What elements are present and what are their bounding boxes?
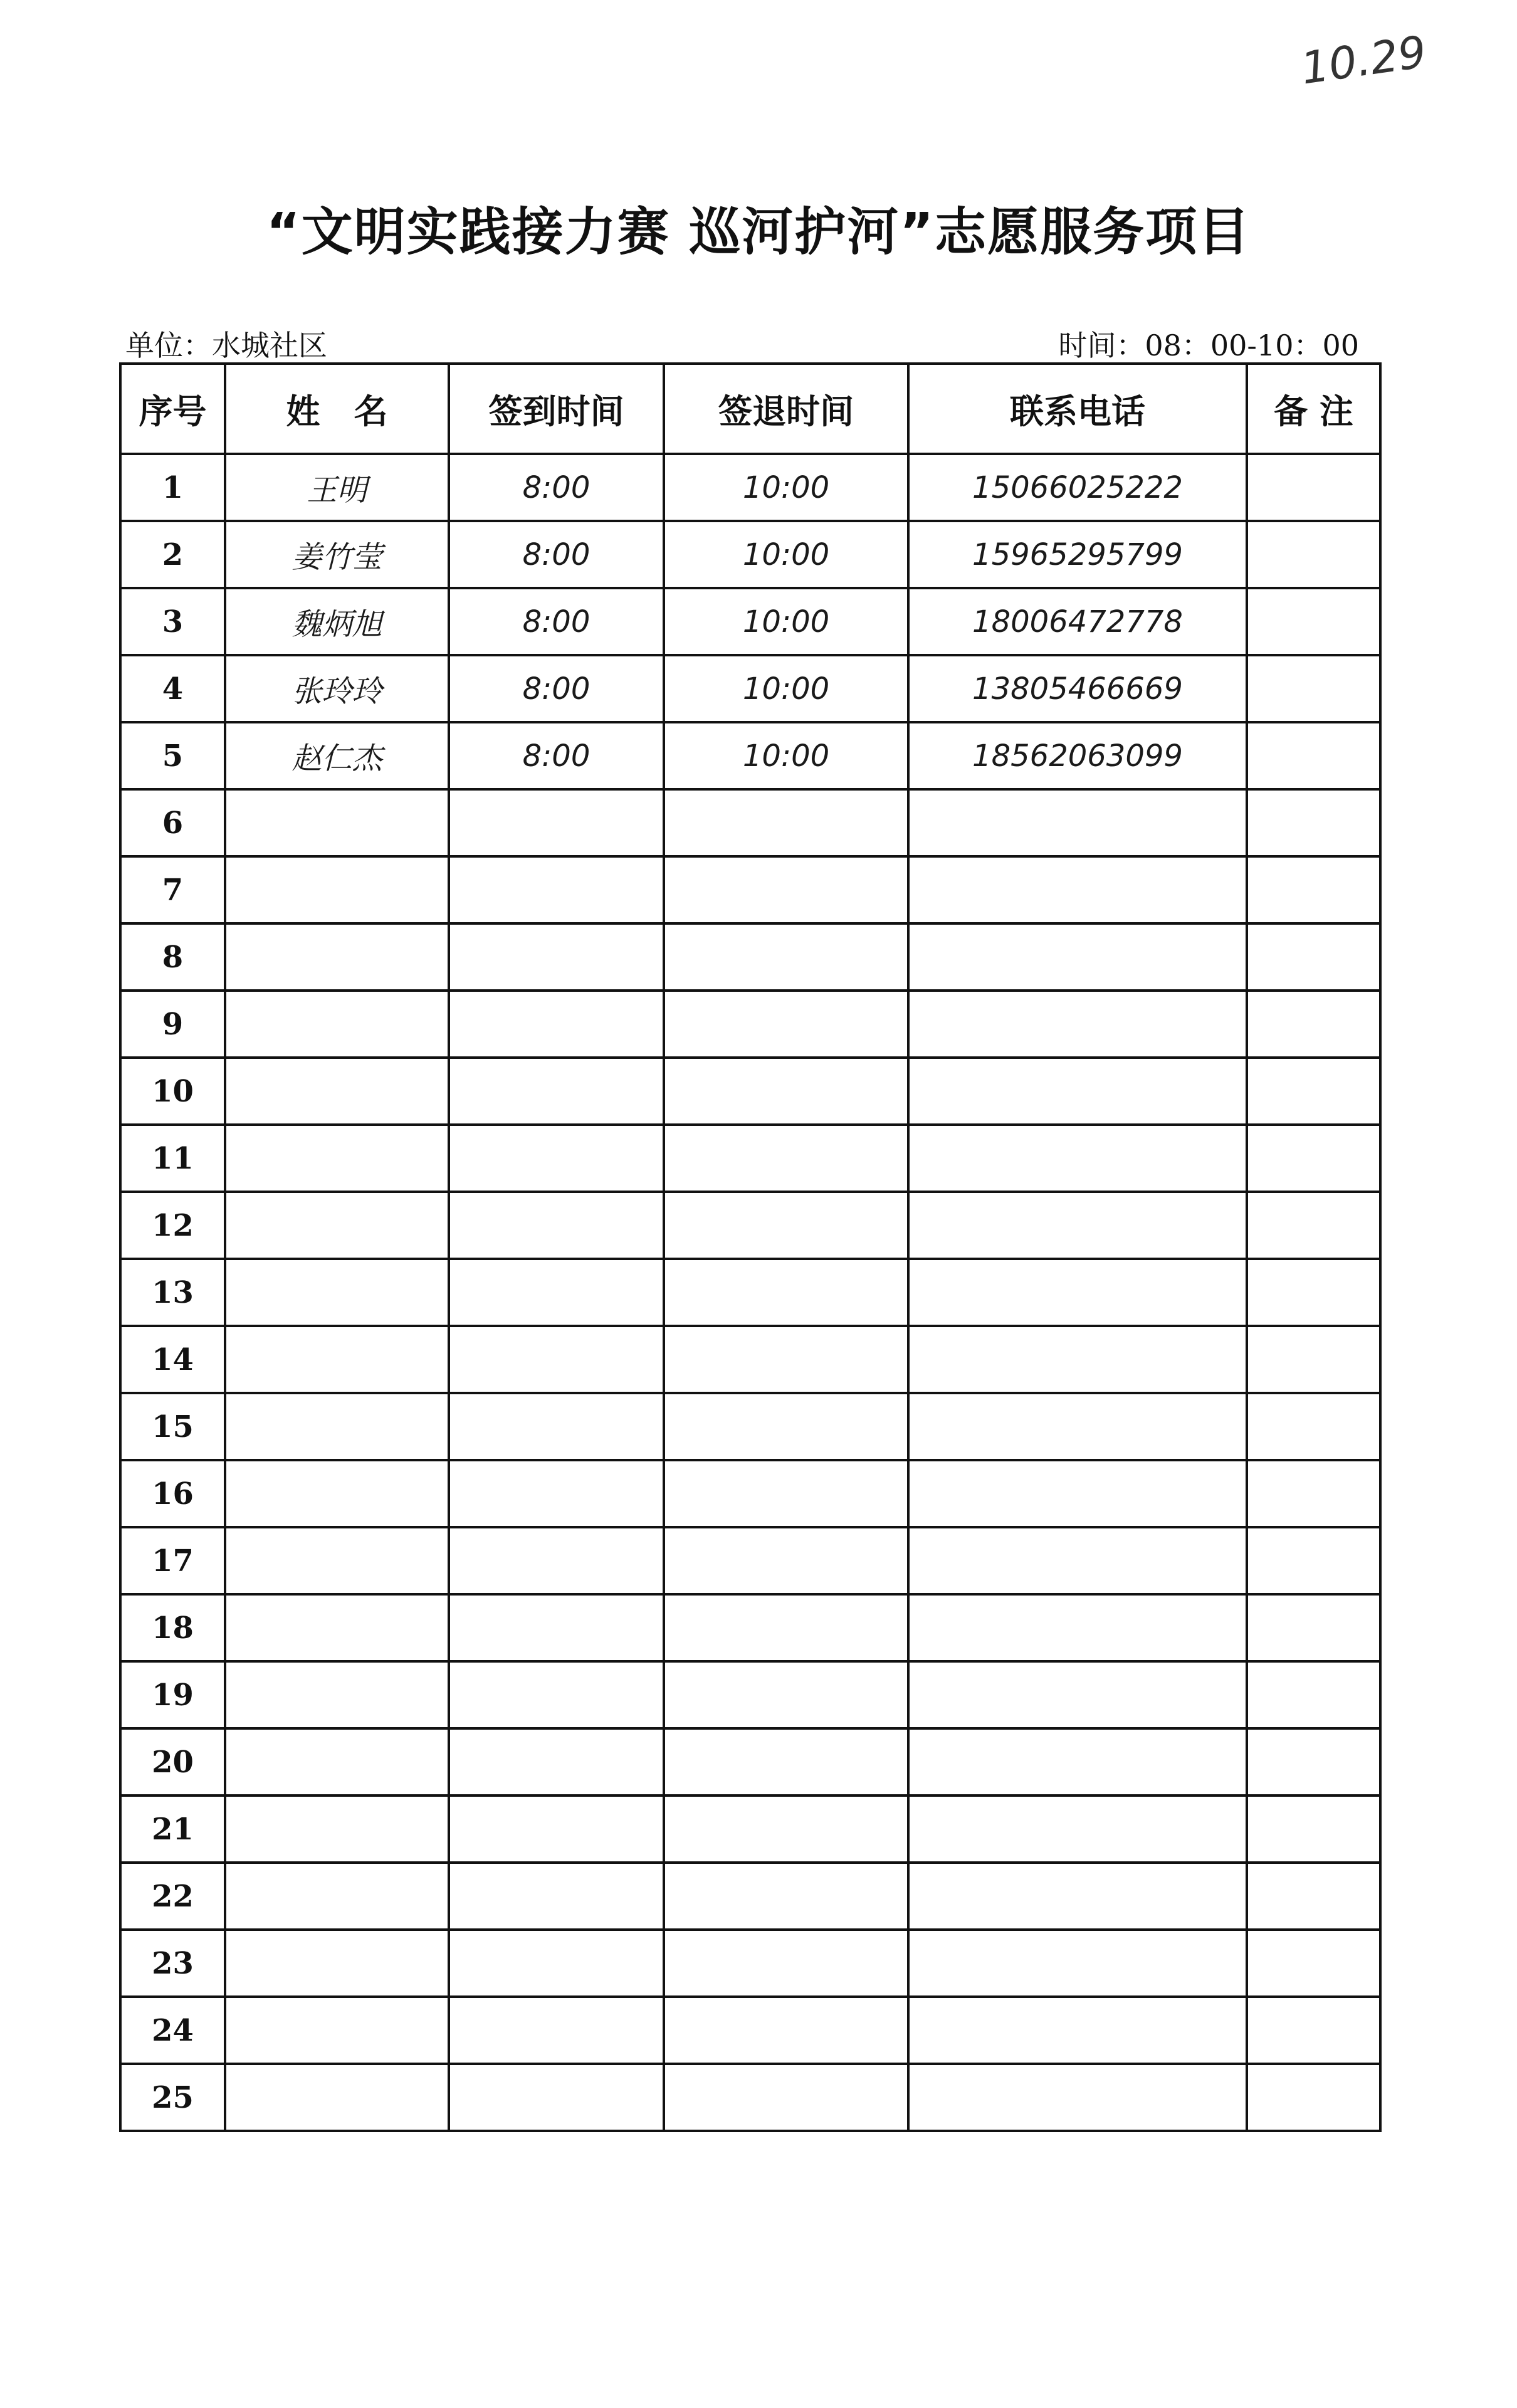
header-name: 姓 名 xyxy=(225,364,449,454)
seq-cell: 11 xyxy=(120,1125,225,1192)
table-row xyxy=(120,2064,1380,2131)
table-row xyxy=(120,588,1380,655)
note-cell xyxy=(1247,2064,1380,2131)
name-cell xyxy=(225,991,449,1058)
name-cell xyxy=(225,2064,449,2131)
name-cell xyxy=(225,789,449,856)
unit-label: 单位：水城社区 xyxy=(125,329,327,362)
phone-cell xyxy=(908,1594,1247,1661)
sign-in-cell xyxy=(449,1326,664,1393)
phone-cell xyxy=(908,1795,1247,1863)
sign-in-cell xyxy=(449,923,664,991)
note-cell xyxy=(1247,1661,1380,1728)
name-cell xyxy=(225,1460,449,1527)
seq-cell: 25 xyxy=(120,2064,225,2131)
handwritten-date-note: 10.29 xyxy=(1298,26,1430,95)
phone-cell xyxy=(908,789,1247,856)
note-cell xyxy=(1247,1930,1380,1997)
phone-cell: 15965295799 xyxy=(908,521,1247,588)
sign-in-cell: 8:00 xyxy=(449,722,664,789)
sign-out-cell xyxy=(664,1661,908,1728)
sign-in-cell xyxy=(449,1594,664,1661)
sign-out-cell xyxy=(664,1930,908,1997)
volunteer-signin-table xyxy=(119,362,1382,2132)
sign-in-cell: 8:00 xyxy=(449,521,664,588)
seq-cell: 17 xyxy=(120,1527,225,1594)
seq-cell: 19 xyxy=(120,1661,225,1728)
sign-in-cell xyxy=(449,1863,664,1930)
name-cell: 王明 xyxy=(225,454,449,521)
sign-in-cell xyxy=(449,789,664,856)
table-row xyxy=(120,521,1380,588)
seq-cell: 9 xyxy=(120,991,225,1058)
table-row xyxy=(120,1728,1380,1795)
name-cell xyxy=(225,1594,449,1661)
sign-out-cell xyxy=(664,1460,908,1527)
table-row xyxy=(120,789,1380,856)
name-cell: 魏炳旭 xyxy=(225,588,449,655)
seq-cell: 22 xyxy=(120,1863,225,1930)
phone-cell xyxy=(908,1997,1247,2064)
sign-in-cell: 8:00 xyxy=(449,454,664,521)
sign-out-cell xyxy=(664,1125,908,1192)
note-cell xyxy=(1247,655,1380,722)
sign-in-cell xyxy=(449,1527,664,1594)
sign-in-cell xyxy=(449,856,664,923)
table-row xyxy=(120,1527,1380,1594)
table-row xyxy=(120,1192,1380,1259)
sign-in-cell xyxy=(449,1661,664,1728)
phone-cell xyxy=(908,1863,1247,1930)
sign-out-cell: 10:00 xyxy=(664,722,908,789)
sign-in-cell xyxy=(449,991,664,1058)
name-cell xyxy=(225,1125,449,1192)
phone-cell xyxy=(908,1527,1247,1594)
phone-cell xyxy=(908,1259,1247,1326)
name-cell: 张玲玲 xyxy=(225,655,449,722)
sign-out-cell xyxy=(664,991,908,1058)
sign-in-cell xyxy=(449,1125,664,1192)
seq-cell: 7 xyxy=(120,856,225,923)
seq-cell: 23 xyxy=(120,1930,225,1997)
seq-cell: 10 xyxy=(120,1058,225,1125)
phone-cell xyxy=(908,1728,1247,1795)
sign-out-cell xyxy=(664,1728,908,1795)
note-cell xyxy=(1247,1393,1380,1460)
sign-out-cell xyxy=(664,1795,908,1863)
sign-in-cell xyxy=(449,1795,664,1863)
sign-out-cell xyxy=(664,1594,908,1661)
table-row xyxy=(120,1661,1380,1728)
note-cell xyxy=(1247,789,1380,856)
sign-out-cell xyxy=(664,1259,908,1326)
seq-cell: 20 xyxy=(120,1728,225,1795)
sign-in-cell xyxy=(449,1393,664,1460)
table-body xyxy=(120,454,1380,2131)
note-cell xyxy=(1247,1058,1380,1125)
table-row xyxy=(120,1930,1380,1997)
sign-out-cell xyxy=(664,1326,908,1393)
seq-cell: 8 xyxy=(120,923,225,991)
header-sign-out-time: 签退时间 xyxy=(664,364,908,454)
sign-out-cell xyxy=(664,1527,908,1594)
note-cell xyxy=(1247,1259,1380,1326)
sign-in-cell xyxy=(449,1192,664,1259)
table-row xyxy=(120,1326,1380,1393)
header-sign-in-time: 签到时间 xyxy=(449,364,664,454)
seq-cell: 2 xyxy=(120,521,225,588)
note-cell xyxy=(1247,722,1380,789)
name-cell xyxy=(225,1997,449,2064)
phone-cell xyxy=(908,1460,1247,1527)
sign-out-cell xyxy=(664,1058,908,1125)
document-title: “文明实践接力赛 巡河护河”志愿服务项目 xyxy=(266,202,1251,262)
note-cell xyxy=(1247,1795,1380,1863)
sign-in-cell xyxy=(449,1259,664,1326)
table-row xyxy=(120,1259,1380,1326)
phone-cell: 15066025222 xyxy=(908,454,1247,521)
table-row xyxy=(120,454,1380,521)
seq-cell: 15 xyxy=(120,1393,225,1460)
sign-in-cell: 8:00 xyxy=(449,588,664,655)
phone-cell: 18006472778 xyxy=(908,588,1247,655)
phone-cell xyxy=(908,1930,1247,1997)
table-header-row xyxy=(120,364,1380,454)
name-cell xyxy=(225,1326,449,1393)
phone-cell: 18562063099 xyxy=(908,722,1247,789)
note-cell xyxy=(1247,1863,1380,1930)
sign-out-cell xyxy=(664,1997,908,2064)
table-row xyxy=(120,1058,1380,1125)
phone-cell xyxy=(908,1125,1247,1192)
note-cell xyxy=(1247,1326,1380,1393)
note-cell xyxy=(1247,1527,1380,1594)
phone-cell xyxy=(908,856,1247,923)
phone-cell xyxy=(908,1058,1247,1125)
sign-out-cell xyxy=(664,789,908,856)
table-row xyxy=(120,1393,1380,1460)
table-row xyxy=(120,1863,1380,1930)
phone-cell xyxy=(908,991,1247,1058)
seq-cell: 14 xyxy=(120,1326,225,1393)
seq-cell: 13 xyxy=(120,1259,225,1326)
seq-cell: 12 xyxy=(120,1192,225,1259)
sign-out-cell: 10:00 xyxy=(664,655,908,722)
note-cell xyxy=(1247,991,1380,1058)
table-row xyxy=(120,1594,1380,1661)
seq-cell: 16 xyxy=(120,1460,225,1527)
time-label: 时间：08：00-10：00 xyxy=(1058,329,1359,362)
note-cell xyxy=(1247,1728,1380,1795)
note-cell xyxy=(1247,1125,1380,1192)
sign-in-cell xyxy=(449,1460,664,1527)
table-row xyxy=(120,1125,1380,1192)
name-cell: 姜竹莹 xyxy=(225,521,449,588)
seq-cell: 1 xyxy=(120,454,225,521)
header-phone: 联系电话 xyxy=(908,364,1247,454)
table-row xyxy=(120,1997,1380,2064)
sign-in-cell xyxy=(449,1728,664,1795)
note-cell xyxy=(1247,521,1380,588)
note-cell xyxy=(1247,923,1380,991)
sign-in-cell xyxy=(449,1058,664,1125)
name-cell xyxy=(225,1192,449,1259)
table-row xyxy=(120,923,1380,991)
name-cell xyxy=(225,856,449,923)
phone-cell xyxy=(908,1192,1247,1259)
note-cell xyxy=(1247,1460,1380,1527)
phone-cell xyxy=(908,1326,1247,1393)
note-cell xyxy=(1247,588,1380,655)
sign-out-cell: 10:00 xyxy=(664,588,908,655)
phone-cell xyxy=(908,1393,1247,1460)
sign-in-cell xyxy=(449,1997,664,2064)
table-row xyxy=(120,722,1380,789)
sign-out-cell xyxy=(664,1393,908,1460)
note-cell xyxy=(1247,1997,1380,2064)
note-cell xyxy=(1247,856,1380,923)
name-cell xyxy=(225,1863,449,1930)
sign-in-cell: 8:00 xyxy=(449,655,664,722)
sign-out-cell xyxy=(664,2064,908,2131)
name-cell xyxy=(225,1527,449,1594)
table-row xyxy=(120,1795,1380,1863)
name-cell xyxy=(225,923,449,991)
sign-out-cell xyxy=(664,856,908,923)
phone-cell: 13805466669 xyxy=(908,655,1247,722)
phone-cell xyxy=(908,2064,1247,2131)
header-note: 备 注 xyxy=(1247,364,1380,454)
sign-out-cell: 10:00 xyxy=(664,521,908,588)
seq-cell: 4 xyxy=(120,655,225,722)
note-cell xyxy=(1247,1192,1380,1259)
name-cell xyxy=(225,1661,449,1728)
phone-cell xyxy=(908,923,1247,991)
phone-cell xyxy=(908,1661,1247,1728)
name-cell xyxy=(225,1058,449,1125)
name-cell xyxy=(225,1393,449,1460)
name-cell: 赵仁杰 xyxy=(225,722,449,789)
seq-cell: 5 xyxy=(120,722,225,789)
sign-out-cell xyxy=(664,1863,908,1930)
sign-in-cell xyxy=(449,2064,664,2131)
name-cell xyxy=(225,1930,449,1997)
table-row xyxy=(120,1460,1380,1527)
table-row xyxy=(120,655,1380,722)
sign-out-cell: 10:00 xyxy=(664,454,908,521)
seq-cell: 6 xyxy=(120,789,225,856)
seq-cell: 18 xyxy=(120,1594,225,1661)
name-cell xyxy=(225,1728,449,1795)
seq-cell: 24 xyxy=(120,1997,225,2064)
name-cell xyxy=(225,1259,449,1326)
seq-cell: 3 xyxy=(120,588,225,655)
table-row xyxy=(120,991,1380,1058)
note-cell xyxy=(1247,1594,1380,1661)
table-row xyxy=(120,856,1380,923)
sign-in-cell xyxy=(449,1930,664,1997)
note-cell xyxy=(1247,454,1380,521)
header-seq: 序号 xyxy=(120,364,225,454)
sign-out-cell xyxy=(664,923,908,991)
name-cell xyxy=(225,1795,449,1863)
sign-out-cell xyxy=(664,1192,908,1259)
seq-cell: 21 xyxy=(120,1795,225,1863)
